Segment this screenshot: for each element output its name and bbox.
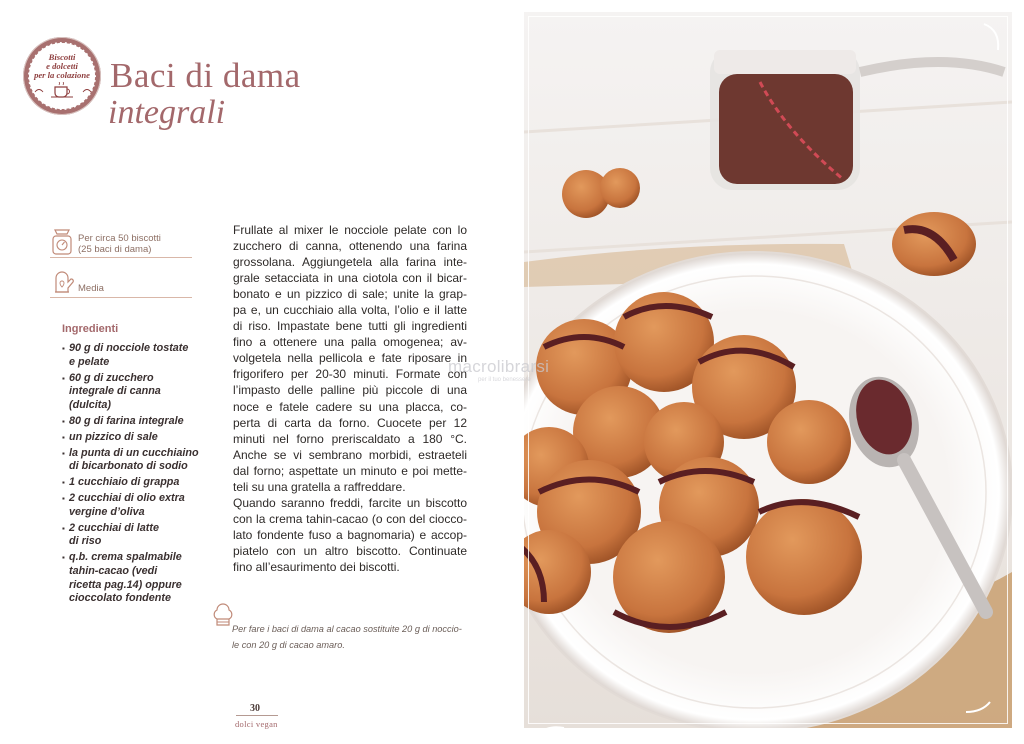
recipe-title: Baci di dama [110, 56, 301, 95]
watermark: macrolibrarsi [448, 357, 550, 376]
method-line: perta di carta da forno. Cuocete per 12 [233, 415, 467, 430]
badge-line-2: e dolcetti [46, 61, 78, 71]
ingredient-line: integrale di canna [69, 385, 161, 398]
method-line: piatelo con un altro biscotto. Continuate [233, 543, 467, 558]
kitchen-scale-icon [50, 226, 74, 256]
category-badge [23, 37, 101, 115]
tip-line-2: le con 20 g di cacao amaro. [232, 640, 345, 650]
cookies-illustration [524, 12, 1012, 728]
method-line: dal forno; aspettate un minuto e poi mette- [233, 463, 467, 478]
book-title-footer: dolci vegan [235, 719, 278, 729]
ingredient-line: ▪ 2 cucchiai di latte [69, 521, 160, 534]
method-line: l’impasto delle palline più piccole di una [233, 383, 467, 398]
servings-line-2: (25 baci di dama) [78, 244, 152, 255]
ingredient-line: ▪ q.b. crema spalmabile [69, 551, 182, 564]
ingredient-item [62, 342, 199, 369]
method-line: grossolana. Aggiungetela alla farina inte- [233, 255, 467, 270]
tip-note [232, 621, 470, 653]
ingredient-line: di riso [69, 535, 102, 548]
method-line: con la crema tahin-cacao (o con del ciocco- [233, 511, 467, 526]
ingredients-title: Ingredienti [62, 323, 119, 335]
tip-line-1: Per fare i baci di dama al cacao sostituite 20 g di noccio- [232, 624, 462, 634]
ingredient-item [62, 447, 199, 474]
ingredient-line: cioccolato fondente [69, 592, 171, 605]
difficulty-label: Media [78, 283, 104, 294]
coffee-cup-icon [29, 82, 97, 98]
ingredient-item [62, 551, 199, 605]
method-line: Frullate al mixer le nocciole pelate con lo [233, 223, 467, 237]
ingredient-line: ▪ 90 g di nocciole tostate [69, 342, 189, 354]
method-line: zucchero di canna, ottenendo una farina [233, 239, 467, 254]
ingredient-line: ▪ 1 cucchiaio di grappa [69, 476, 180, 489]
ingredient-line: e pelate [69, 355, 110, 368]
badge-line-1: Biscotti [48, 52, 76, 62]
method-line: lato fondente fuso a bagnomaria) e accop- [233, 527, 467, 542]
badge-line-3: per la colazione [34, 70, 90, 80]
footer-rule [236, 715, 278, 716]
recipe-photo [524, 12, 1012, 728]
page-number: 30 [250, 703, 260, 714]
ingredient-item [62, 415, 199, 429]
ingredient-line: di bicarbonato di sodio [69, 460, 188, 473]
ingredient-line: ▪ 80 g di farina integrale [69, 414, 184, 427]
servings-line-1: Per circa 50 biscotti [78, 233, 161, 244]
method-line: grale setacciata in una ciotola con il bicar- [233, 271, 467, 286]
ingredient-item [62, 522, 199, 549]
method-line: minuti nel forno preriscaldato a 180 °C. [233, 431, 467, 446]
ingredient-item [62, 431, 199, 445]
method-line: noce e fatele cadere su una placca, co- [233, 399, 467, 414]
method-line: fino all’esaurimento dei biscotti. [233, 559, 400, 574]
method-line: teli su una gratella a raffreddare. [233, 479, 406, 494]
ingredient-line: (dulcita) [69, 398, 111, 411]
method-line: pa e, un cucchiaio alla volta, l’olio e il latte [233, 303, 467, 318]
ingredient-line: vergine d’oliva [69, 505, 145, 518]
method-line: Quando saranno freddi, farcite un biscotto [233, 495, 467, 510]
ingredient-item [62, 492, 199, 519]
ingredients-list [62, 342, 199, 608]
method-line: Anche se vi sembrano morbidi, estraeteli [233, 447, 467, 462]
servings-info [50, 224, 192, 258]
method-line: volgetela nella pellicola e fate riposare in [233, 351, 467, 366]
ingredient-item [62, 372, 199, 413]
difficulty-info [50, 264, 192, 298]
watermark-subtitle: per il tuo benessere [478, 377, 531, 383]
ingredient-line: ▪ un pizzico di sale [69, 430, 158, 443]
ingredient-line: ▪ 2 cucchiai di olio extra [69, 492, 185, 505]
ingredient-line: ricetta pag.14) oppure [69, 578, 182, 591]
method-line: fino a ottenere una palla omogenea; av- [233, 335, 467, 350]
ingredient-line: ▪ la punta di un cucchiaino [69, 446, 199, 459]
method-line: bonato e un pizzico di sale; unite la grap- [233, 287, 467, 302]
oven-mitt-icon [50, 266, 74, 296]
ingredient-item [62, 476, 199, 490]
method-line: di riso. Impastate bene tutti gli ingredienti [233, 319, 467, 334]
method-line: frigorifero per 20-30 minuti. Formate con [233, 367, 467, 382]
ingredient-line: tahin-cacao (vedi [69, 565, 158, 578]
ingredient-line: ▪ 60 g di zucchero [69, 371, 154, 384]
method-text [233, 222, 467, 575]
recipe-subtitle: integrali [108, 94, 226, 131]
